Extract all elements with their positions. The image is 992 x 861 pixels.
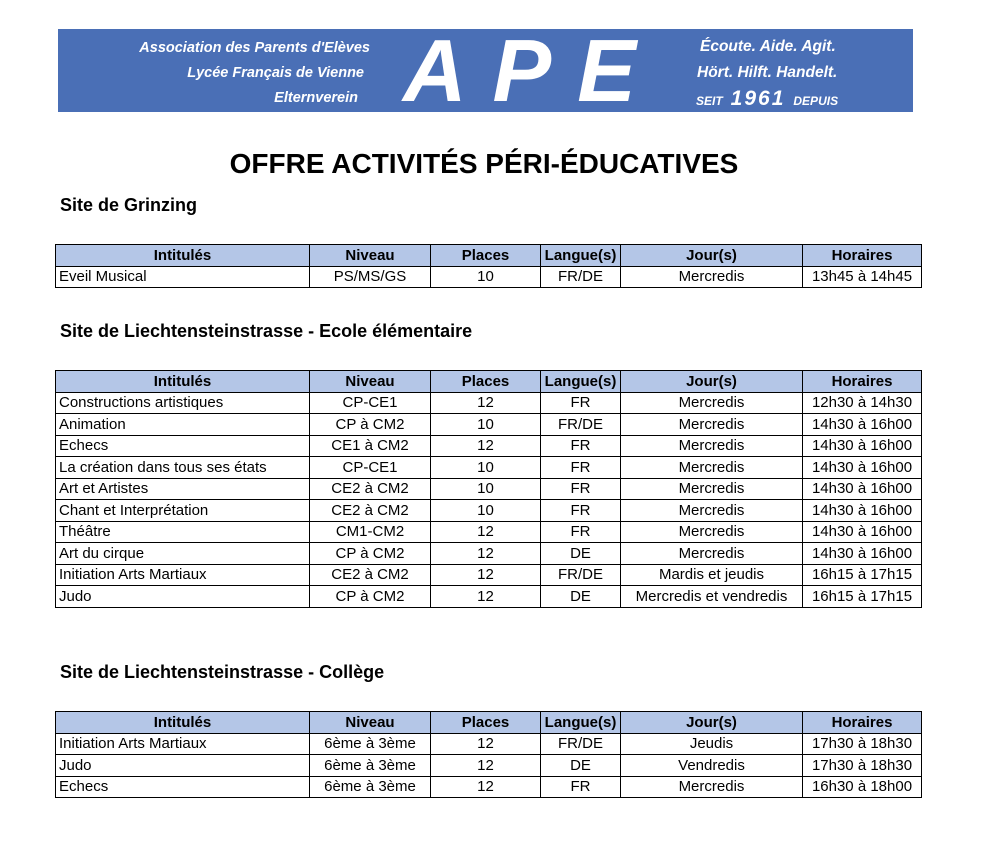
cell-level: PS/MS/GS — [310, 266, 431, 288]
header-row — [56, 245, 922, 267]
table-row — [56, 543, 922, 565]
section-heading-ecole: Site de Liechtensteinstrasse - Ecole élémentaire — [60, 321, 473, 341]
table-header — [56, 371, 922, 393]
table-row — [56, 586, 922, 608]
cell-activity-name: La création dans tous ses états — [56, 457, 310, 479]
cell-activity-name: Initiation Arts Martiaux — [56, 564, 310, 586]
cell-languages: DE — [541, 543, 621, 565]
table-row — [56, 392, 922, 414]
table-row — [56, 500, 922, 522]
cell-schedule: 16h15 à 17h15 — [803, 564, 922, 586]
cell-level: CE2 à CM2 — [310, 478, 431, 500]
cell-schedule: 14h30 à 16h00 — [803, 457, 922, 479]
column-header-activity-name: Intitulés — [56, 371, 310, 393]
cell-days: Mercredis — [621, 521, 803, 543]
table-header — [56, 245, 922, 267]
column-header-level: Niveau — [310, 371, 431, 393]
section-heading-grinzing: Site de Grinzing — [60, 195, 198, 215]
cell-activity-name: Chant et Interprétation — [56, 500, 310, 522]
cell-days: Mercredis — [621, 392, 803, 414]
cell-schedule: 14h30 à 16h00 — [803, 435, 922, 457]
cell-places: 12 — [431, 521, 541, 543]
table-row — [56, 478, 922, 500]
column-header-activity-name: Intitulés — [56, 712, 310, 734]
activities-table-college — [55, 711, 922, 798]
activities-table-ecole — [55, 370, 922, 608]
cell-languages: FR — [541, 478, 621, 500]
cell-activity-name: Art et Artistes — [56, 478, 310, 500]
cell-days: Mercredis — [621, 414, 803, 436]
table-row — [56, 733, 922, 755]
cell-activity-name: Eveil Musical — [56, 266, 310, 288]
cell-activity-name: Echecs — [56, 435, 310, 457]
cell-days: Mercredis — [621, 435, 803, 457]
cell-level: CE2 à CM2 — [310, 564, 431, 586]
cell-languages: DE — [541, 586, 621, 608]
cell-places: 12 — [431, 586, 541, 608]
table-header — [56, 712, 922, 734]
section-heading-college: Site de Liechtensteinstrasse - Collège — [60, 662, 385, 682]
cell-schedule: 14h30 à 16h00 — [803, 500, 922, 522]
cell-places: 12 — [431, 543, 541, 565]
table-row — [56, 776, 922, 798]
cell-level: 6ème à 3ème — [310, 755, 431, 777]
ape-slogan: Écoute. Aide. Agit. Hört. Hilft. Handelt. SEIT 1961 DEPUIS — [694, 34, 904, 114]
cell-activity-name: Constructions artistiques — [56, 392, 310, 414]
cell-level: 6ème à 3ème — [310, 733, 431, 755]
cell-activity-name: Animation — [56, 414, 310, 436]
cell-activity-name: Judo — [56, 755, 310, 777]
cell-level: CP-CE1 — [310, 457, 431, 479]
page-title: OFFRE ACTIVITÉS PÉRI-ÉDUCATIVES — [229, 148, 739, 179]
cell-languages: FR — [541, 435, 621, 457]
column-header-activity-name: Intitulés — [56, 245, 310, 267]
cell-schedule: 17h30 à 18h30 — [803, 755, 922, 777]
cell-days: Mercredis — [621, 500, 803, 522]
header-row — [56, 371, 922, 393]
cell-languages: FR/DE — [541, 266, 621, 288]
cell-places: 12 — [431, 392, 541, 414]
table-row — [56, 755, 922, 777]
cell-places: 12 — [431, 733, 541, 755]
cell-level: CE1 à CM2 — [310, 435, 431, 457]
table-row — [56, 564, 922, 586]
column-header-places: Places — [431, 245, 541, 267]
cell-places: 10 — [431, 414, 541, 436]
cell-schedule: 14h30 à 16h00 — [803, 543, 922, 565]
cell-places: 10 — [431, 478, 541, 500]
table-row — [56, 414, 922, 436]
cell-places: 12 — [431, 755, 541, 777]
cell-schedule: 14h30 à 16h00 — [803, 521, 922, 543]
cell-schedule: 14h30 à 16h00 — [803, 478, 922, 500]
column-header-level: Niveau — [310, 712, 431, 734]
column-header-languages: Langue(s) — [541, 712, 621, 734]
cell-schedule: 12h30 à 14h30 — [803, 392, 922, 414]
column-header-level: Niveau — [310, 245, 431, 267]
cell-schedule: 17h30 à 18h30 — [803, 733, 922, 755]
cell-level: CM1-CM2 — [310, 521, 431, 543]
cell-schedule: 16h30 à 18h00 — [803, 776, 922, 798]
column-header-languages: Langue(s) — [541, 245, 621, 267]
column-header-schedule: Horaires — [803, 712, 922, 734]
cell-schedule: 16h15 à 17h15 — [803, 586, 922, 608]
cell-activity-name: Théâtre — [56, 521, 310, 543]
column-header-schedule: Horaires — [803, 245, 922, 267]
cell-activity-name: Art du cirque — [56, 543, 310, 565]
founded-line: SEIT 1961 DEPUIS — [696, 87, 839, 110]
cell-languages: FR — [541, 521, 621, 543]
cell-days: Mercredis — [621, 776, 803, 798]
cell-languages: FR — [541, 776, 621, 798]
cell-activity-name: Echecs — [56, 776, 310, 798]
cell-places: 10 — [431, 457, 541, 479]
column-header-places: Places — [431, 712, 541, 734]
table-row — [56, 435, 922, 457]
activities-table-grinzing — [55, 244, 922, 288]
cell-days: Mercredis — [621, 266, 803, 288]
cell-days: Mercredis — [621, 478, 803, 500]
table-row — [56, 521, 922, 543]
cell-level: CP-CE1 — [310, 392, 431, 414]
cell-days: Mercredis et vendredis — [621, 586, 803, 608]
cell-days: Jeudis — [621, 733, 803, 755]
cell-languages: DE — [541, 755, 621, 777]
cell-places: 10 — [431, 266, 541, 288]
cell-days: Vendredis — [621, 755, 803, 777]
cell-languages: FR/DE — [541, 733, 621, 755]
cell-languages: FR — [541, 392, 621, 414]
cell-days: Mercredis — [621, 457, 803, 479]
cell-languages: FR — [541, 457, 621, 479]
cell-days: Mercredis — [621, 543, 803, 565]
cell-schedule: 14h30 à 16h00 — [803, 414, 922, 436]
cell-places: 12 — [431, 435, 541, 457]
cell-level: 6ème à 3ème — [310, 776, 431, 798]
cell-level: CE2 à CM2 — [310, 500, 431, 522]
cell-activity-name: Judo — [56, 586, 310, 608]
column-header-schedule: Horaires — [803, 371, 922, 393]
cell-level: CP à CM2 — [310, 586, 431, 608]
column-header-languages: Langue(s) — [541, 371, 621, 393]
ape-banner — [58, 21, 913, 120]
table-row — [56, 457, 922, 479]
column-header-days: Jour(s) — [621, 712, 803, 734]
cell-languages: FR/DE — [541, 414, 621, 436]
association-name: Association des Parents d'Elèves Lycée Français de Vienne Elternverein — [139, 40, 370, 106]
cell-places: 12 — [431, 776, 541, 798]
cell-places: 10 — [431, 500, 541, 522]
cell-level: CP à CM2 — [310, 543, 431, 565]
column-header-days: Jour(s) — [621, 371, 803, 393]
cell-schedule: 13h45 à 14h45 — [803, 266, 922, 288]
column-header-days: Jour(s) — [621, 245, 803, 267]
ape-logo: APE — [403, 21, 662, 120]
cell-activity-name: Initiation Arts Martiaux — [56, 733, 310, 755]
cell-days: Mardis et jeudis — [621, 564, 803, 586]
table-row — [56, 266, 922, 288]
cell-languages: FR — [541, 500, 621, 522]
cell-languages: FR/DE — [541, 564, 621, 586]
cell-places: 12 — [431, 564, 541, 586]
column-header-places: Places — [431, 371, 541, 393]
cell-level: CP à CM2 — [310, 414, 431, 436]
header-row — [56, 712, 922, 734]
